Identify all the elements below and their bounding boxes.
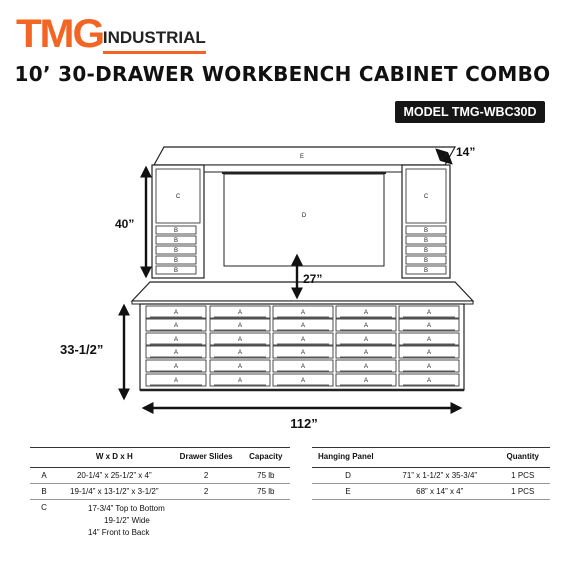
header-size: W x D x H (95, 452, 133, 461)
svg-text:B: B (423, 258, 429, 264)
svg-text:A: A (237, 337, 243, 343)
svg-text:A: A (300, 350, 306, 356)
svg-text:A: A (363, 310, 369, 316)
label-d: D (301, 213, 307, 219)
svg-text:A: A (237, 350, 243, 356)
svg-text:B: B (423, 268, 429, 274)
svg-text:A: A (237, 310, 243, 316)
svg-text:A: A (300, 378, 306, 384)
svg-text:A: A (173, 364, 179, 370)
svg-text:B: B (423, 248, 429, 254)
svg-text:A: A (300, 310, 306, 316)
svg-text:B: B (173, 238, 179, 244)
table-row: B 19-1/4” x 13-1/2” x 3-1/2” 2 75 lb (30, 484, 290, 500)
header-hanging-panel: Hanging Panel (318, 452, 374, 461)
right-b-drawers (406, 226, 446, 274)
svg-text:A: A (173, 323, 179, 329)
svg-text:A: A (363, 323, 369, 329)
svg-text:A: A (173, 337, 179, 343)
logo-tmg: TMG (16, 12, 104, 56)
svg-text:A: A (300, 323, 306, 329)
svg-text:A: A (426, 350, 432, 356)
label-c-left: C (175, 194, 181, 200)
svg-text:A: A (363, 350, 369, 356)
svg-text:A: A (426, 364, 432, 370)
svg-text:A: A (237, 364, 243, 370)
left-hutch-cabinet (152, 165, 204, 278)
header-quantity: Quantity (506, 452, 539, 461)
dim-width: 112” (290, 416, 318, 431)
left-b-drawers (156, 226, 196, 274)
svg-text:A: A (426, 378, 432, 384)
dim-hutch-height: 40” (115, 217, 135, 231)
svg-text:A: A (173, 310, 179, 316)
dim-bench-height: 33-1/2” (60, 342, 104, 357)
svg-text:A: A (426, 323, 432, 329)
svg-text:B: B (423, 238, 429, 244)
svg-text:B: B (423, 228, 429, 234)
drawer-spec-table (30, 447, 290, 542)
svg-text:A: A (363, 364, 369, 370)
logo-industrial: INDUSTRIAL (103, 30, 206, 54)
svg-text:B: B (173, 248, 179, 254)
svg-text:A: A (237, 378, 243, 384)
table-row: D 71” x 1-1/2” x 35-3/4” 1 PCS (312, 468, 550, 484)
hanging-panel-d (222, 172, 386, 266)
svg-text:A: A (237, 323, 243, 329)
svg-text:A: A (363, 337, 369, 343)
label-c-right: C (423, 194, 429, 200)
page-title: 10’ 30-DRAWER WORKBENCH CABINET COMBO (14, 62, 551, 86)
svg-text:B: B (173, 258, 179, 264)
label-e: E (299, 154, 305, 160)
svg-text:A: A (426, 337, 432, 343)
right-hutch-cabinet (402, 165, 450, 278)
header-slides: Drawer Slides (179, 452, 233, 461)
dim-clearance: 27” (303, 272, 323, 286)
a-drawers (146, 306, 459, 386)
svg-text:A: A (173, 350, 179, 356)
table-row: A 20-1/4” x 25-1/2” x 4” 2 75 lb (30, 468, 290, 484)
svg-text:A: A (363, 378, 369, 384)
model-badge: MODEL TMG-WBC30D (395, 101, 545, 123)
table-row: C 17-3/4” Top to Bottom 19-1/2” Wide 14” Front to Back (41, 503, 165, 537)
svg-text:A: A (173, 378, 179, 384)
table-row: E 68” x 14” x 4” 1 PCS (312, 484, 550, 500)
svg-text:B: B (173, 228, 179, 234)
svg-text:A: A (426, 310, 432, 316)
svg-text:B: B (173, 268, 179, 274)
panel-spec-table (312, 447, 550, 500)
header-capacity: Capacity (249, 452, 283, 461)
dim-depth: 14” (456, 145, 476, 159)
svg-text:A: A (300, 364, 306, 370)
svg-text:A: A (300, 337, 306, 343)
